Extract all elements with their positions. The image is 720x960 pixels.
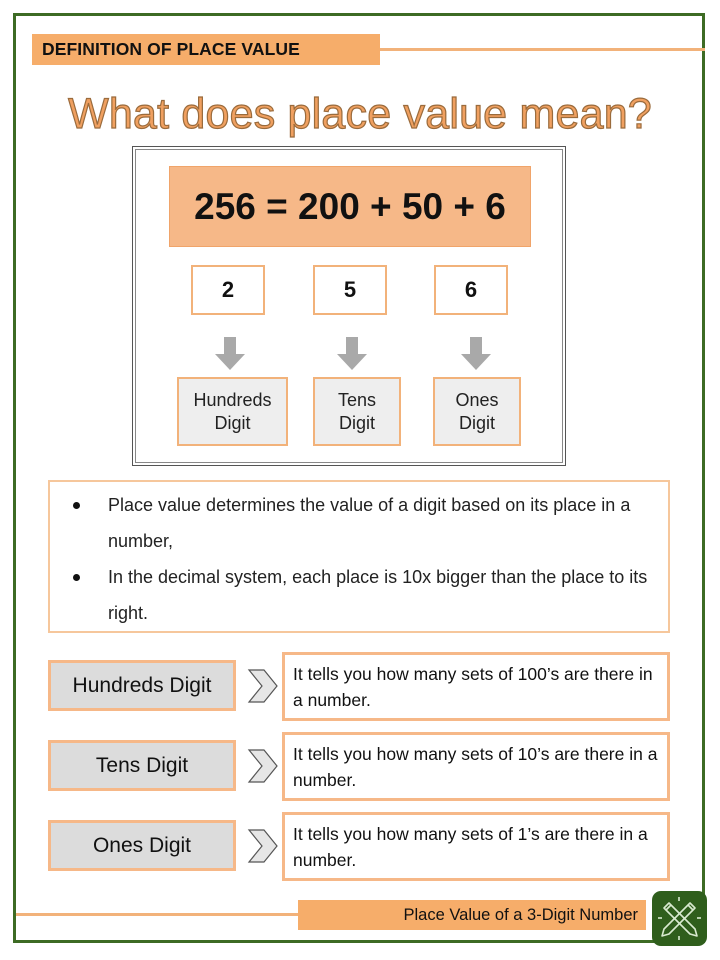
definition-label-hundreds: Hundreds Digit <box>48 660 236 711</box>
definition-label-ones: Ones Digit <box>48 820 236 871</box>
label-line: Hundreds <box>193 389 272 410</box>
crossed-pencils-icon <box>652 891 707 946</box>
footer-title: Place Value of a 3-Digit Number <box>403 905 638 924</box>
page-title: What does place value mean? <box>68 90 652 138</box>
definition-desc-ones: It tells you how many sets of 1’s are there in a number. <box>282 812 670 881</box>
section-header-label: DEFINITION OF PLACE VALUE <box>42 39 300 59</box>
definition-desc-tens: It tells you how many sets of 10’s are there in a number. <box>282 732 670 801</box>
digit-box-ones: 6 <box>434 265 508 315</box>
label-line: Digit <box>458 412 495 433</box>
definition-label-tens: Tens Digit <box>48 740 236 791</box>
section-header <box>32 34 380 65</box>
down-arrow-icon <box>460 337 492 370</box>
definition-bullets <box>48 480 670 633</box>
chevron-right-icon <box>247 748 279 784</box>
chevron-right-icon <box>247 668 279 704</box>
place-value-diagram <box>132 146 566 466</box>
label-line: Ones <box>455 389 499 410</box>
label-line: Digit <box>338 412 375 433</box>
down-arrow-icon <box>214 337 246 370</box>
bullet-item: In the decimal system, each place is 10x bigger than the place to its right. <box>50 559 668 631</box>
equation: 256 = 200 + 50 + 6 <box>169 166 531 247</box>
definition-desc-hundreds: It tells you how many sets of 100’s are there in a number. <box>282 652 670 721</box>
down-arrow-icon <box>336 337 368 370</box>
header-divider <box>380 48 705 51</box>
footer-title-bar <box>298 900 646 930</box>
bullet-item: Place value determines the value of a digit based on its place in a number, <box>50 487 668 559</box>
footer-divider <box>16 913 298 916</box>
label-tens-digit <box>313 377 401 446</box>
label-line: Digit <box>214 412 251 433</box>
label-line: Tens <box>337 389 377 410</box>
digit-box-tens: 5 <box>313 265 387 315</box>
label-ones-digit <box>433 377 521 446</box>
chevron-right-icon <box>247 828 279 864</box>
digit-box-hundreds: 2 <box>191 265 265 315</box>
label-hundreds-digit <box>177 377 288 446</box>
